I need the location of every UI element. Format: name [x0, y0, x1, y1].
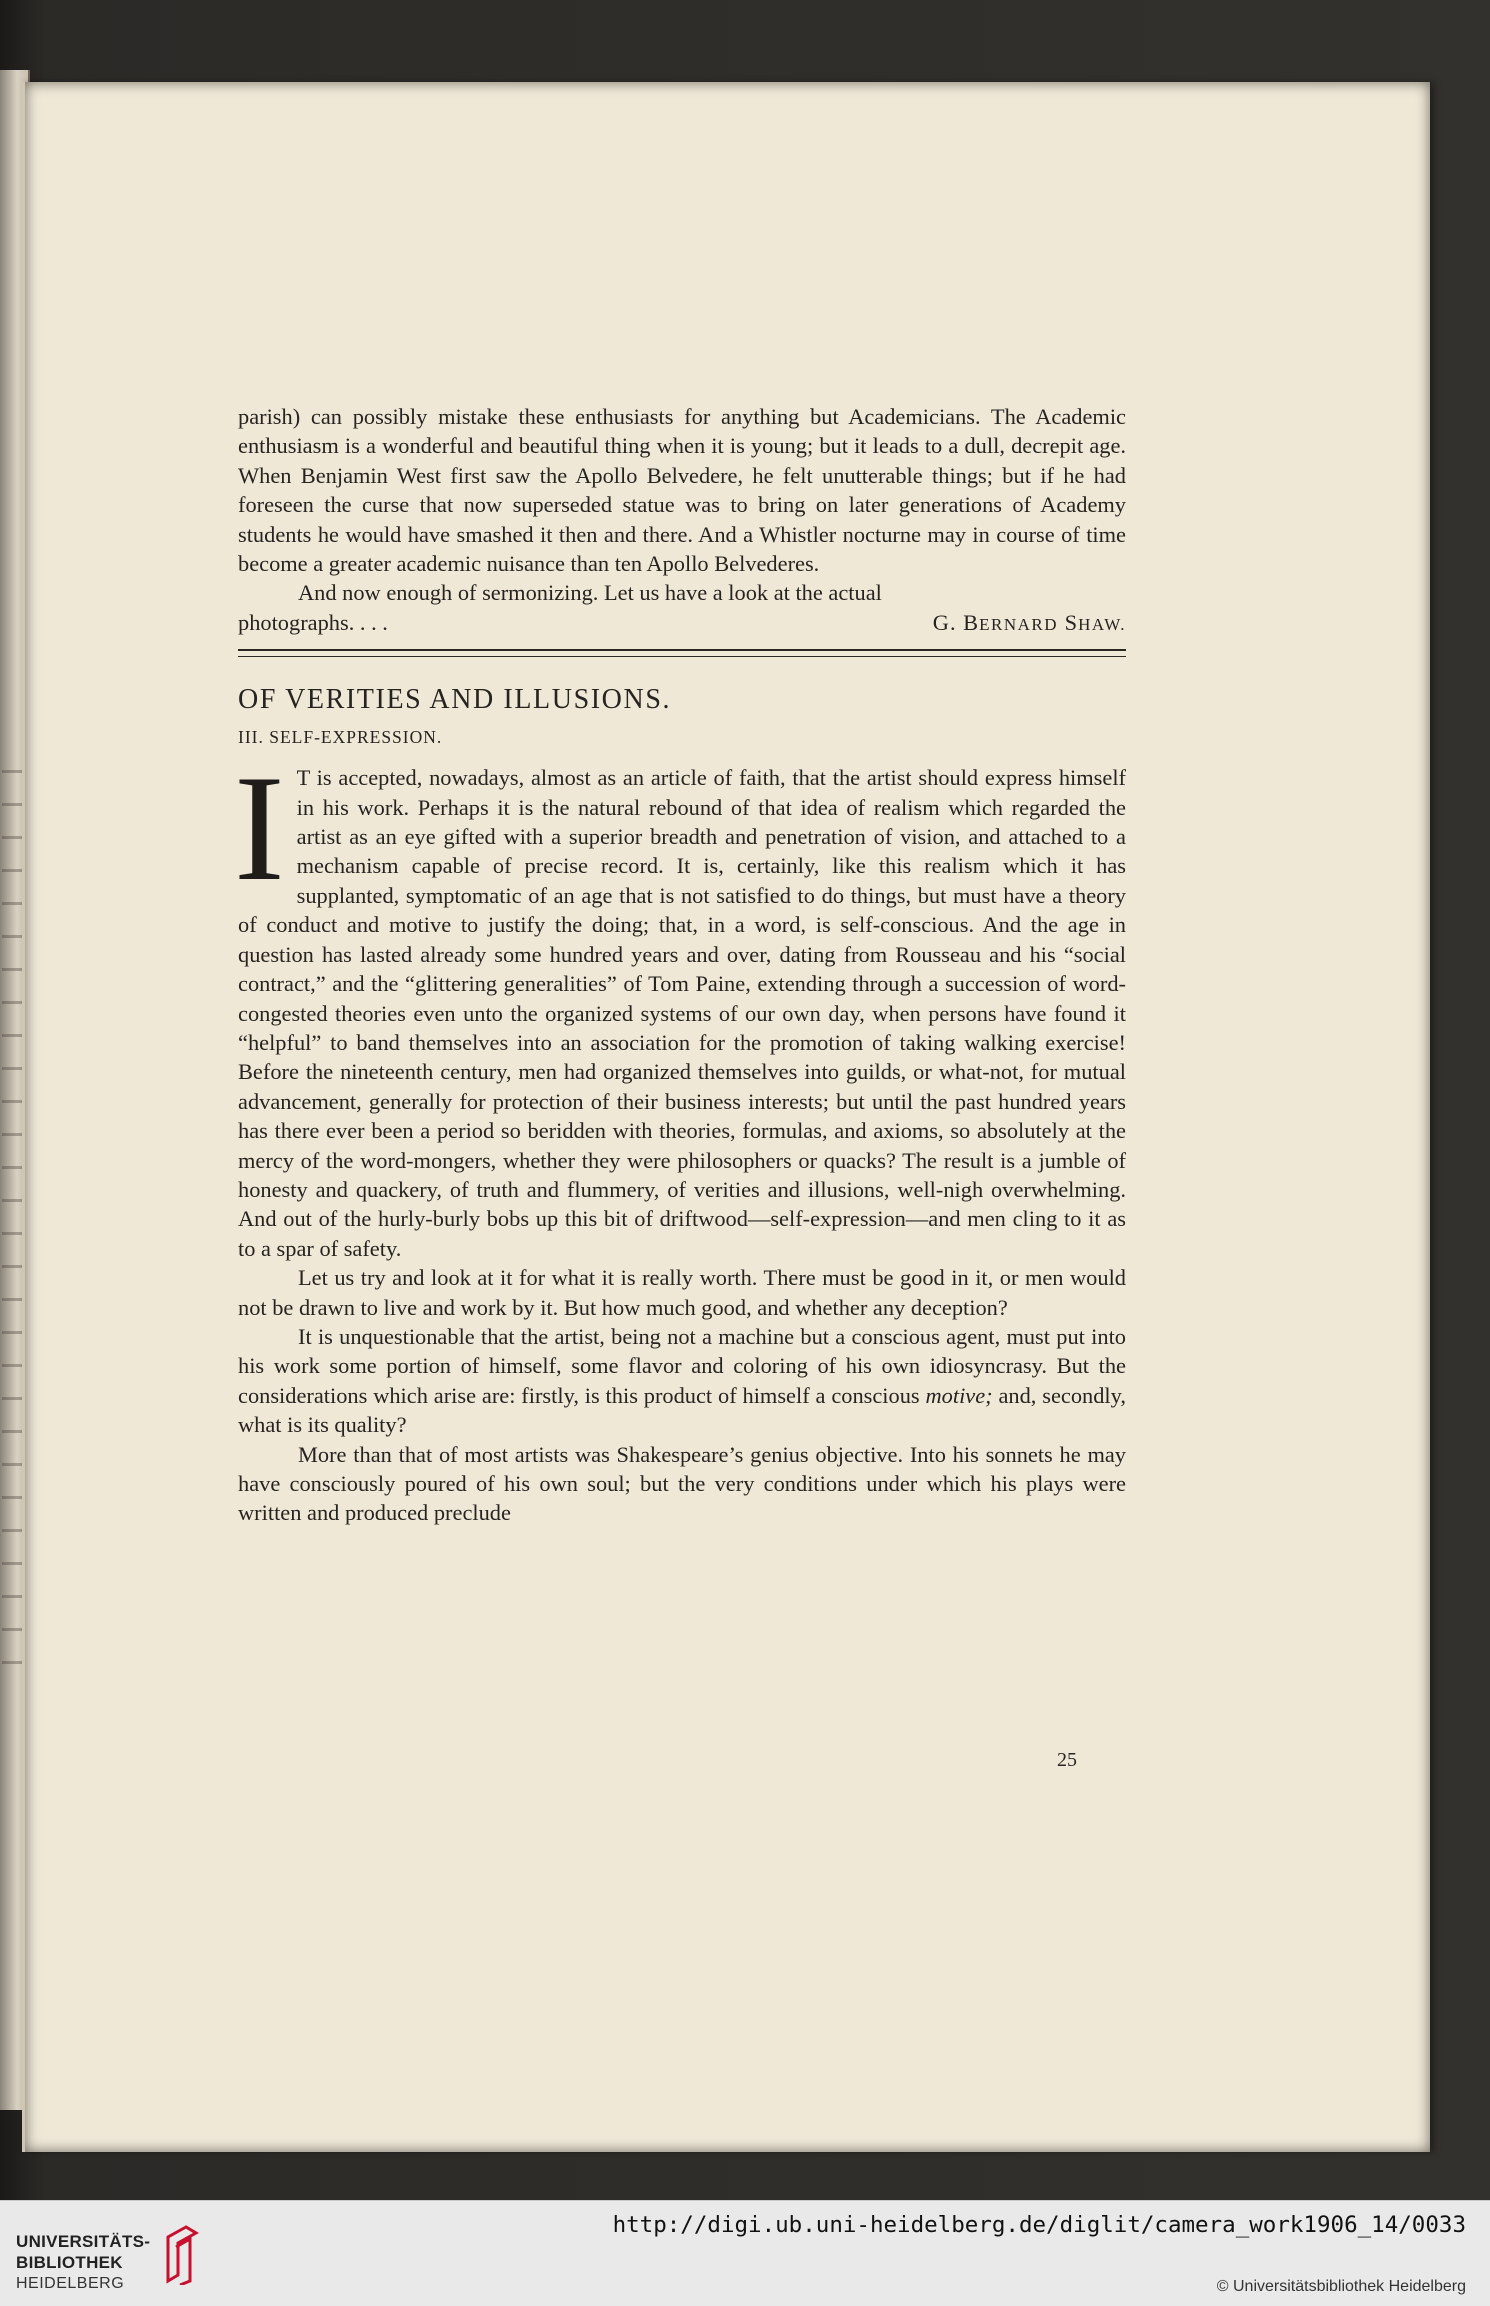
facing-page-text-marks — [2, 770, 24, 1670]
article-paragraph-1: I T is accepted, nowadays, almost as an article of faith, that the artist should express himself in his work. Perhaps it is the natural rebound of that idea of realism which regarded the artist as an eye gifted with a superior breadth and penetration of vision, and attached to a mechanism capable of precise record. It is, certainly, like this realism which it has supplanted, symptomatic of an age that is not satisfied to do things, but must have a theory of conduct and motive to justify the doing; that, in a word, is self-conscious. And the age in question has lasted already some hundred years and over, dating from Rousseau and his “social contract,” and the “glittering generalities” of Tom Paine, extending through a succession of word-congested theories even unto the organized systems of our own day, when persons have found it “helpful” to band themselves into an association for the promotion of taking walking exercise! Before the nineteenth century, men had organized themselves into guilds, or what-not, for mutual advancement, generally for protection of their business interests; but until the past hundred years has there ever been a period so beridden with theories, formulas, and axioms, so absolutely at the mercy of the word-mongers, whether they were philosophers or quacks? The result is a jumble of honesty and quackery, of truth and flummery, of verities and illusions, well-nigh overwhelming. And out of the hurly-burly bobs up this bit of driftwood—self-expression—and men cling to it as to a spar of safety. — [234, 744, 1126, 1261]
article-paragraph-4: More than that of most artists was Shakespeare’s genius objective. Into his sonnets he may have consciously poured of his own soul; but the very conditions under which his plays were written and produced preclude — [238, 1441, 1126, 1526]
paragraph-closing: And now enough of sermonizing. Let us have a look at the actual — [298, 580, 882, 606]
page-number: 25 — [1057, 1749, 1077, 1771]
closing-fragment: photographs. . . . — [238, 609, 388, 635]
page-text-block — [234, 402, 1126, 1528]
article-title: OF VERITIES AND ILLUSIONS. — [238, 684, 672, 716]
copyright-notice: © Universitätsbibliothek Heidelberg — [1216, 2278, 1466, 2295]
permalink-url[interactable]: http://digi.ub.uni-heidelberg.de/diglit/camera_work1906_14/0033 — [612, 2212, 1466, 2238]
section-heading: III. SELF-EXPRESSION. — [238, 727, 443, 748]
article-paragraph-2: Let us try and look at it for what it is really worth. There must be good in it, or men would not be drawn to live and work by it. But how much good, and whether any deception? — [238, 1265, 1126, 1320]
article-paragraph-3: It is unquestionable that the artist, being not a machine but a conscious agent, must put into his work some portion of himself, some flavor and coloring of his own idiosyncrasy. But the considerations which arise are: firstly, is this product of himself a conscious motive; and, secondly, what is its quality? — [238, 1323, 1126, 1438]
paragraph-continued: parish) can possibly mistake these enthusiasts for anything but Academicians. The Academic enthusiasm is a wonderful and beautiful thing when it is young; but it leads to a dull, decrepit age. When Benjamin West first saw the Apollo Belvedere, he felt unutterable things; but if he had foreseen the curse that now superseded statue was to bring on later generations of Academy students he would have smashed it then and there. And a Whistler nocturne may in course of time become a greater academic nuisance than ten Apollo Belvederes. — [238, 404, 1126, 577]
book-page — [22, 82, 1430, 2152]
section-divider — [238, 649, 1126, 657]
library-logo-text: UNIVERSITÄTS- BIBLIOTHEK HEIDELBERG — [16, 2232, 151, 2292]
closing-line — [238, 608, 1126, 639]
library-logo-icon — [156, 2223, 202, 2285]
author-signature: G. BERNARD SHAW. — [932, 609, 1126, 635]
drop-cap: I — [234, 744, 285, 913]
